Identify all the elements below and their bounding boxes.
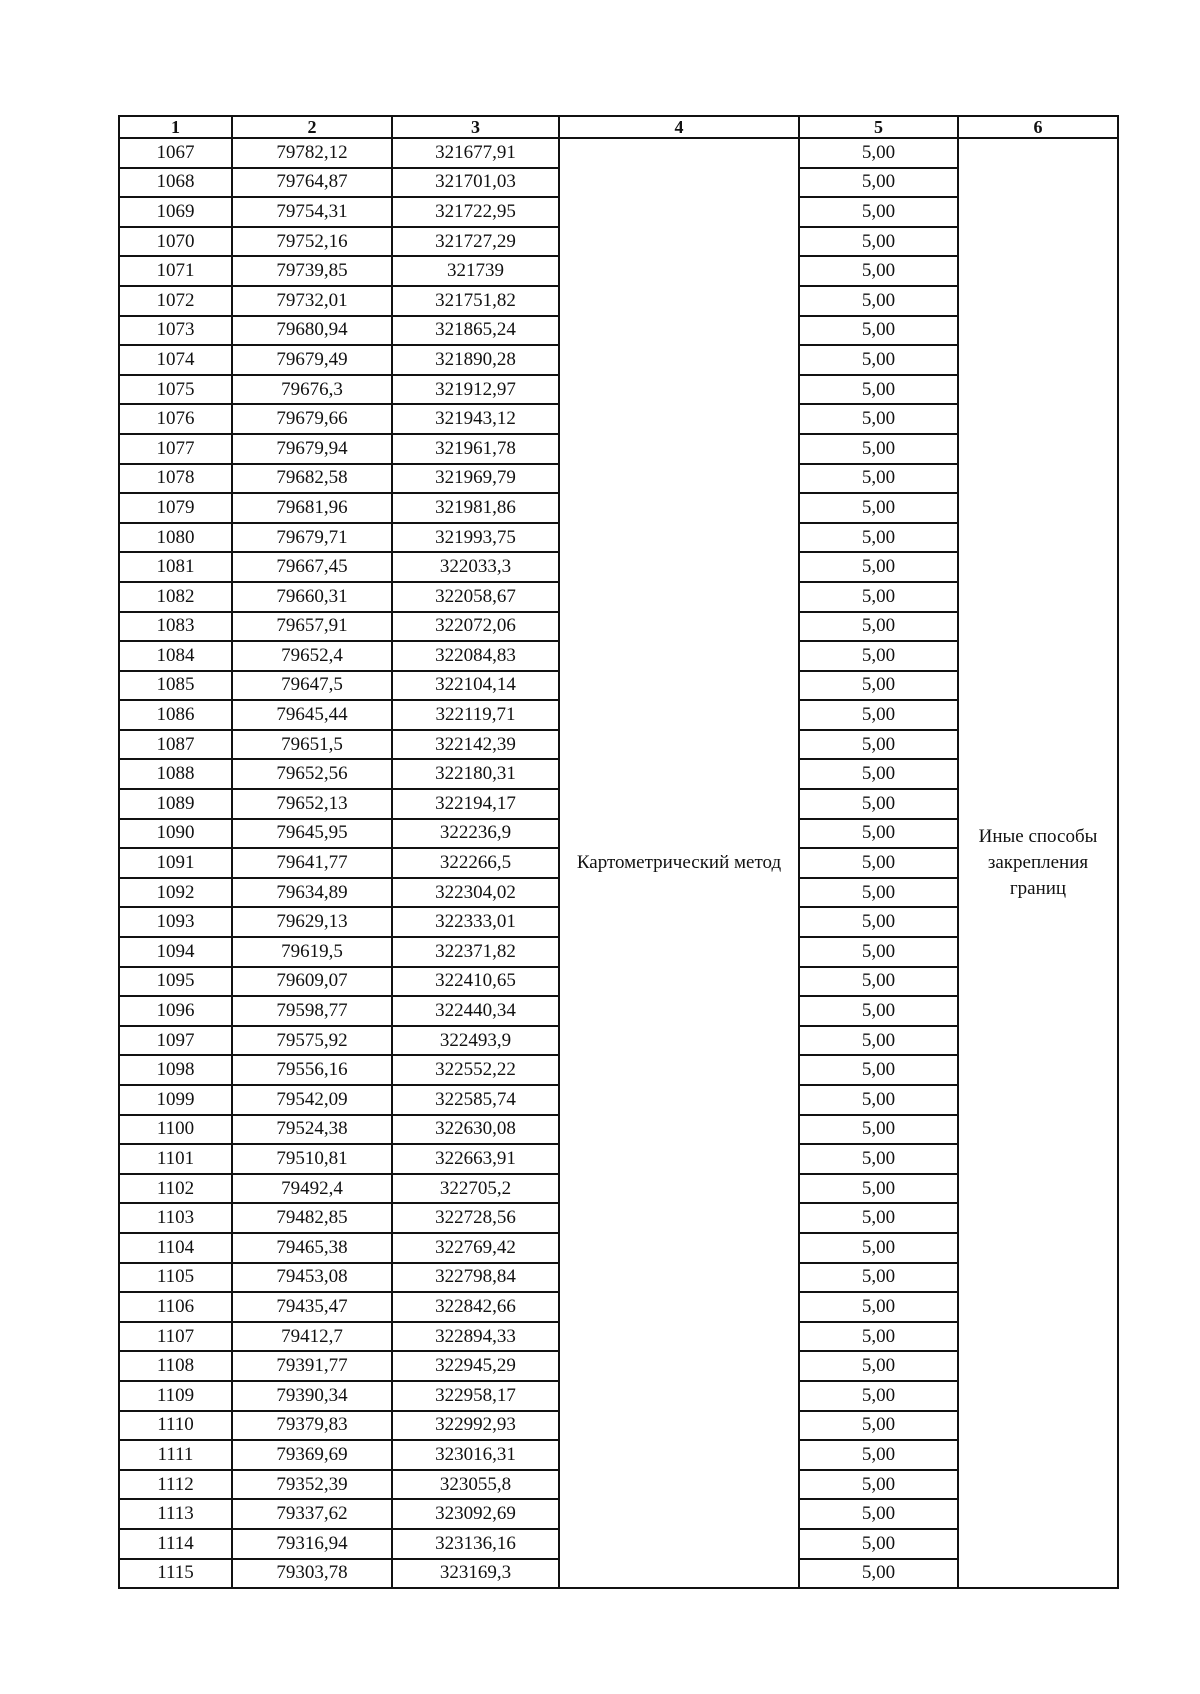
point-number-cell: 1074 xyxy=(119,345,232,375)
x-coordinate-cell: 79660,31 xyxy=(232,582,392,612)
x-coordinate-cell: 79337,62 xyxy=(232,1499,392,1529)
x-coordinate-cell: 79754,31 xyxy=(232,197,392,227)
point-number-cell: 1103 xyxy=(119,1203,232,1233)
x-coordinate-cell: 79681,96 xyxy=(232,493,392,523)
y-coordinate-cell: 321943,12 xyxy=(392,404,559,434)
accuracy-cell: 5,00 xyxy=(799,404,958,434)
x-coordinate-cell: 79645,44 xyxy=(232,700,392,730)
x-coordinate-cell: 79647,5 xyxy=(232,671,392,701)
y-coordinate-cell: 322180,31 xyxy=(392,759,559,789)
point-number-cell: 1092 xyxy=(119,878,232,908)
accuracy-cell: 5,00 xyxy=(799,552,958,582)
accuracy-cell: 5,00 xyxy=(799,1499,958,1529)
x-coordinate-cell: 79679,94 xyxy=(232,434,392,464)
x-coordinate-cell: 79412,7 xyxy=(232,1322,392,1352)
x-coordinate-cell: 79641,77 xyxy=(232,848,392,878)
x-coordinate-cell: 79492,4 xyxy=(232,1174,392,1204)
header-row xyxy=(119,116,1118,138)
x-coordinate-cell: 79782,12 xyxy=(232,138,392,168)
accuracy-cell: 5,00 xyxy=(799,1203,958,1233)
point-number-cell: 1068 xyxy=(119,168,232,198)
x-coordinate-cell: 79657,91 xyxy=(232,612,392,642)
accuracy-cell: 5,00 xyxy=(799,1440,958,1470)
accuracy-cell: 5,00 xyxy=(799,1529,958,1559)
accuracy-cell: 5,00 xyxy=(799,612,958,642)
header-col-1: 1 xyxy=(119,116,232,138)
x-coordinate-cell: 79732,01 xyxy=(232,286,392,316)
point-number-cell: 1094 xyxy=(119,937,232,967)
accuracy-cell: 5,00 xyxy=(799,1055,958,1085)
accuracy-cell: 5,00 xyxy=(799,759,958,789)
point-number-cell: 1107 xyxy=(119,1322,232,1352)
method-cell: Картометрический метод xyxy=(559,138,799,1588)
y-coordinate-cell: 322119,71 xyxy=(392,700,559,730)
y-coordinate-cell: 322493,9 xyxy=(392,1026,559,1056)
accuracy-cell: 5,00 xyxy=(799,286,958,316)
point-number-cell: 1073 xyxy=(119,316,232,346)
accuracy-cell: 5,00 xyxy=(799,848,958,878)
x-coordinate-cell: 79316,94 xyxy=(232,1529,392,1559)
point-number-cell: 1101 xyxy=(119,1144,232,1174)
accuracy-cell: 5,00 xyxy=(799,878,958,908)
point-number-cell: 1085 xyxy=(119,671,232,701)
accuracy-cell: 5,00 xyxy=(799,700,958,730)
y-coordinate-cell: 322842,66 xyxy=(392,1292,559,1322)
accuracy-cell: 5,00 xyxy=(799,1115,958,1145)
point-number-cell: 1109 xyxy=(119,1381,232,1411)
y-coordinate-cell: 321751,82 xyxy=(392,286,559,316)
x-coordinate-cell: 79391,77 xyxy=(232,1351,392,1381)
accuracy-cell: 5,00 xyxy=(799,967,958,997)
table-row xyxy=(119,138,1118,168)
point-number-cell: 1079 xyxy=(119,493,232,523)
point-number-cell: 1070 xyxy=(119,227,232,257)
accuracy-cell: 5,00 xyxy=(799,256,958,286)
accuracy-cell: 5,00 xyxy=(799,1233,958,1263)
y-coordinate-cell: 322072,06 xyxy=(392,612,559,642)
y-coordinate-cell: 321981,86 xyxy=(392,493,559,523)
point-number-cell: 1067 xyxy=(119,138,232,168)
x-coordinate-cell: 79651,5 xyxy=(232,730,392,760)
y-coordinate-cell: 322266,5 xyxy=(392,848,559,878)
point-number-cell: 1098 xyxy=(119,1055,232,1085)
y-coordinate-cell: 321739 xyxy=(392,256,559,286)
y-coordinate-cell: 322585,74 xyxy=(392,1085,559,1115)
y-coordinate-cell: 322084,83 xyxy=(392,641,559,671)
point-number-cell: 1106 xyxy=(119,1292,232,1322)
y-coordinate-cell: 323136,16 xyxy=(392,1529,559,1559)
point-number-cell: 1115 xyxy=(119,1559,232,1589)
accuracy-cell: 5,00 xyxy=(799,227,958,257)
fixing-method-cell: Иные способы закрепления границ xyxy=(958,138,1118,1588)
accuracy-cell: 5,00 xyxy=(799,1559,958,1589)
x-coordinate-cell: 79482,85 xyxy=(232,1203,392,1233)
y-coordinate-cell: 323169,3 xyxy=(392,1559,559,1589)
x-coordinate-cell: 79435,47 xyxy=(232,1292,392,1322)
point-number-cell: 1114 xyxy=(119,1529,232,1559)
x-coordinate-cell: 79634,89 xyxy=(232,878,392,908)
point-number-cell: 1087 xyxy=(119,730,232,760)
point-number-cell: 1076 xyxy=(119,404,232,434)
x-coordinate-cell: 79680,94 xyxy=(232,316,392,346)
accuracy-cell: 5,00 xyxy=(799,316,958,346)
point-number-cell: 1083 xyxy=(119,612,232,642)
point-number-cell: 1086 xyxy=(119,700,232,730)
x-coordinate-cell: 79764,87 xyxy=(232,168,392,198)
accuracy-cell: 5,00 xyxy=(799,907,958,937)
accuracy-cell: 5,00 xyxy=(799,730,958,760)
y-coordinate-cell: 323055,8 xyxy=(392,1470,559,1500)
y-coordinate-cell: 321727,29 xyxy=(392,227,559,257)
point-number-cell: 1102 xyxy=(119,1174,232,1204)
accuracy-cell: 5,00 xyxy=(799,1470,958,1500)
point-number-cell: 1108 xyxy=(119,1351,232,1381)
x-coordinate-cell: 79619,5 xyxy=(232,937,392,967)
x-coordinate-cell: 79453,08 xyxy=(232,1263,392,1293)
x-coordinate-cell: 79752,16 xyxy=(232,227,392,257)
x-coordinate-cell: 79679,49 xyxy=(232,345,392,375)
y-coordinate-cell: 322194,17 xyxy=(392,789,559,819)
point-number-cell: 1078 xyxy=(119,464,232,494)
y-coordinate-cell: 322104,14 xyxy=(392,671,559,701)
y-coordinate-cell: 321969,79 xyxy=(392,464,559,494)
x-coordinate-cell: 79679,66 xyxy=(232,404,392,434)
accuracy-cell: 5,00 xyxy=(799,671,958,701)
x-coordinate-cell: 79369,69 xyxy=(232,1440,392,1470)
x-coordinate-cell: 79645,95 xyxy=(232,819,392,849)
point-number-cell: 1111 xyxy=(119,1440,232,1470)
accuracy-cell: 5,00 xyxy=(799,1144,958,1174)
accuracy-cell: 5,00 xyxy=(799,1263,958,1293)
y-coordinate-cell: 322992,93 xyxy=(392,1411,559,1441)
x-coordinate-cell: 79652,56 xyxy=(232,759,392,789)
point-number-cell: 1089 xyxy=(119,789,232,819)
point-number-cell: 1077 xyxy=(119,434,232,464)
y-coordinate-cell: 322552,22 xyxy=(392,1055,559,1085)
accuracy-cell: 5,00 xyxy=(799,138,958,168)
x-coordinate-cell: 79303,78 xyxy=(232,1559,392,1589)
point-number-cell: 1071 xyxy=(119,256,232,286)
table-body xyxy=(119,138,1118,1588)
accuracy-cell: 5,00 xyxy=(799,1085,958,1115)
y-coordinate-cell: 323016,31 xyxy=(392,1440,559,1470)
point-number-cell: 1113 xyxy=(119,1499,232,1529)
x-coordinate-cell: 79556,16 xyxy=(232,1055,392,1085)
point-number-cell: 1097 xyxy=(119,1026,232,1056)
accuracy-cell: 5,00 xyxy=(799,1026,958,1056)
accuracy-cell: 5,00 xyxy=(799,1411,958,1441)
point-number-cell: 1084 xyxy=(119,641,232,671)
point-number-cell: 1105 xyxy=(119,1263,232,1293)
point-number-cell: 1093 xyxy=(119,907,232,937)
point-number-cell: 1080 xyxy=(119,523,232,553)
y-coordinate-cell: 323092,69 xyxy=(392,1499,559,1529)
y-coordinate-cell: 321722,95 xyxy=(392,197,559,227)
x-coordinate-cell: 79652,13 xyxy=(232,789,392,819)
y-coordinate-cell: 321993,75 xyxy=(392,523,559,553)
accuracy-cell: 5,00 xyxy=(799,1174,958,1204)
x-coordinate-cell: 79379,83 xyxy=(232,1411,392,1441)
y-coordinate-cell: 322945,29 xyxy=(392,1351,559,1381)
point-number-cell: 1091 xyxy=(119,848,232,878)
accuracy-cell: 5,00 xyxy=(799,819,958,849)
header-col-2: 2 xyxy=(232,116,392,138)
y-coordinate-cell: 321890,28 xyxy=(392,345,559,375)
y-coordinate-cell: 322033,3 xyxy=(392,552,559,582)
accuracy-cell: 5,00 xyxy=(799,582,958,612)
accuracy-cell: 5,00 xyxy=(799,789,958,819)
y-coordinate-cell: 321701,03 xyxy=(392,168,559,198)
y-coordinate-cell: 321912,97 xyxy=(392,375,559,405)
header-col-5: 5 xyxy=(799,116,958,138)
point-number-cell: 1075 xyxy=(119,375,232,405)
y-coordinate-cell: 322769,42 xyxy=(392,1233,559,1263)
accuracy-cell: 5,00 xyxy=(799,345,958,375)
y-coordinate-cell: 322410,65 xyxy=(392,967,559,997)
point-number-cell: 1072 xyxy=(119,286,232,316)
point-number-cell: 1081 xyxy=(119,552,232,582)
accuracy-cell: 5,00 xyxy=(799,434,958,464)
accuracy-cell: 5,00 xyxy=(799,168,958,198)
y-coordinate-cell: 322894,33 xyxy=(392,1322,559,1352)
x-coordinate-cell: 79609,07 xyxy=(232,967,392,997)
x-coordinate-cell: 79465,38 xyxy=(232,1233,392,1263)
header-col-6: 6 xyxy=(958,116,1118,138)
point-number-cell: 1082 xyxy=(119,582,232,612)
point-number-cell: 1096 xyxy=(119,996,232,1026)
point-number-cell: 1110 xyxy=(119,1411,232,1441)
y-coordinate-cell: 322304,02 xyxy=(392,878,559,908)
x-coordinate-cell: 79352,39 xyxy=(232,1470,392,1500)
y-coordinate-cell: 322236,9 xyxy=(392,819,559,849)
header-col-3: 3 xyxy=(392,116,559,138)
point-number-cell: 1088 xyxy=(119,759,232,789)
accuracy-cell: 5,00 xyxy=(799,493,958,523)
x-coordinate-cell: 79390,34 xyxy=(232,1381,392,1411)
y-coordinate-cell: 321677,91 xyxy=(392,138,559,168)
point-number-cell: 1095 xyxy=(119,967,232,997)
point-number-cell: 1112 xyxy=(119,1470,232,1500)
x-coordinate-cell: 79682,58 xyxy=(232,464,392,494)
y-coordinate-cell: 322630,08 xyxy=(392,1115,559,1145)
y-coordinate-cell: 322440,34 xyxy=(392,996,559,1026)
y-coordinate-cell: 322958,17 xyxy=(392,1381,559,1411)
accuracy-cell: 5,00 xyxy=(799,1292,958,1322)
x-coordinate-cell: 79542,09 xyxy=(232,1085,392,1115)
y-coordinate-cell: 322333,01 xyxy=(392,907,559,937)
y-coordinate-cell: 322798,84 xyxy=(392,1263,559,1293)
accuracy-cell: 5,00 xyxy=(799,996,958,1026)
x-coordinate-cell: 79667,45 xyxy=(232,552,392,582)
x-coordinate-cell: 79598,77 xyxy=(232,996,392,1026)
accuracy-cell: 5,00 xyxy=(799,641,958,671)
y-coordinate-cell: 322705,2 xyxy=(392,1174,559,1204)
y-coordinate-cell: 321961,78 xyxy=(392,434,559,464)
y-coordinate-cell: 322663,91 xyxy=(392,1144,559,1174)
accuracy-cell: 5,00 xyxy=(799,197,958,227)
x-coordinate-cell: 79510,81 xyxy=(232,1144,392,1174)
x-coordinate-cell: 79652,4 xyxy=(232,641,392,671)
x-coordinate-cell: 79629,13 xyxy=(232,907,392,937)
x-coordinate-cell: 79524,38 xyxy=(232,1115,392,1145)
header-col-4: 4 xyxy=(559,116,799,138)
y-coordinate-cell: 322058,67 xyxy=(392,582,559,612)
x-coordinate-cell: 79679,71 xyxy=(232,523,392,553)
accuracy-cell: 5,00 xyxy=(799,464,958,494)
point-number-cell: 1104 xyxy=(119,1233,232,1263)
accuracy-cell: 5,00 xyxy=(799,523,958,553)
accuracy-cell: 5,00 xyxy=(799,1351,958,1381)
accuracy-cell: 5,00 xyxy=(799,937,958,967)
point-number-cell: 1100 xyxy=(119,1115,232,1145)
point-number-cell: 1090 xyxy=(119,819,232,849)
accuracy-cell: 5,00 xyxy=(799,1381,958,1411)
y-coordinate-cell: 321865,24 xyxy=(392,316,559,346)
y-coordinate-cell: 322142,39 xyxy=(392,730,559,760)
accuracy-cell: 5,00 xyxy=(799,375,958,405)
x-coordinate-cell: 79676,3 xyxy=(232,375,392,405)
point-number-cell: 1069 xyxy=(119,197,232,227)
coordinates-table xyxy=(118,115,1119,1589)
x-coordinate-cell: 79575,92 xyxy=(232,1026,392,1056)
accuracy-cell: 5,00 xyxy=(799,1322,958,1352)
y-coordinate-cell: 322371,82 xyxy=(392,937,559,967)
y-coordinate-cell: 322728,56 xyxy=(392,1203,559,1233)
x-coordinate-cell: 79739,85 xyxy=(232,256,392,286)
point-number-cell: 1099 xyxy=(119,1085,232,1115)
